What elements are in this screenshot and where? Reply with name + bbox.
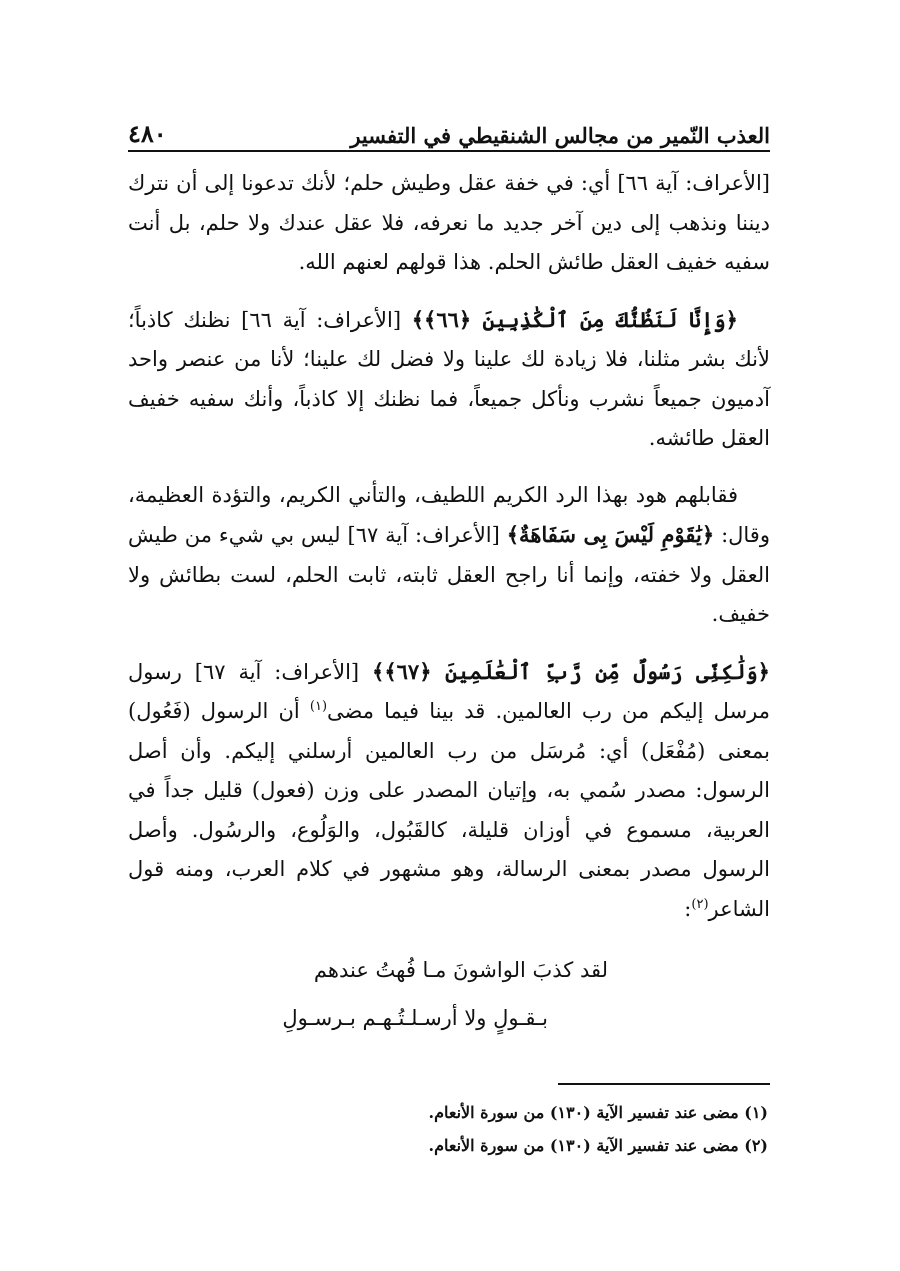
paragraph-text: [الأعراف: آية ٦٧] ليس بي شيء من طيش العقل ولا خفته، وإنما أنا راجح العقل ثابته، ثابت الحلم، لست بطائش ولا خفيف. (128, 523, 770, 626)
page-header (128, 112, 770, 148)
paragraph-text: [الأعراف: آية ٦٧] رسول مرسل إليكم من رب العالمين. قد بينا فيما مضى (128, 659, 770, 723)
running-title: العذب النّمير من مجالس الشنقيطي في التفسير (350, 123, 770, 148)
paragraph-text: فقابلهم هود بهذا الرد الكريم اللطيف، والتأني الكريم، والتؤدة العظيمة، وقال: (128, 482, 770, 547)
verse-line-1: لقد كذبَ الواشونَ مـا فُهتُ عندهم (313, 958, 608, 982)
footnote-ref-1[interactable]: (١) (309, 699, 328, 714)
paragraph-text: [الأعراف: آية ٦٦] نظنك كاذباً؛ لأنك بشر مثلنا، فلا زيادة لك علينا ولا فضل لك علينا؛ لأنا من عنصر واحد آدميون جميعاً نشرب ونأكل جميعاً، فما نظنك إلا كاذباً، وأنك سفيه خفيف العقل طائشه. (128, 307, 770, 450)
quran-verse: ﴿يَٰقَوْمِ لَيْسَ بِى سَفَاهَةٌ﴾ (506, 522, 715, 547)
verse-line-2: بـقـولٍ ولا أرسـلـتُـهـم بـرسـولِ (282, 1006, 548, 1030)
page-number: ٤٨٠ (128, 119, 167, 148)
header-rule (128, 150, 770, 152)
footnotes (128, 1096, 770, 1162)
footnote-ref-2[interactable]: (٢) (691, 896, 709, 912)
quran-verse: ﴿وَإِنَّا لَنَظُنُّكَ مِنَ ٱلْكَٰذِبِينَ ﴿٦٦﴾﴾ (411, 306, 738, 332)
poetry-verse (128, 946, 770, 1042)
paragraph-1: [الأعراف: آية ٦٦] أي: في خفة عقل وطيش حلم؛ لأنك تدعونا إلى أن نترك ديننا ونذهب إلى دين آخر جديد ما نعرفه، فلا عقل عندك ولا حلم، بل أنت سفيه خفيف العقل طائش الحلم. هذا قولهم لعنهم الله. (128, 171, 770, 274)
paragraph-4 (128, 652, 770, 930)
paragraph-2 (128, 300, 770, 459)
footnote-1: (١) مضى عند تفسير الآية (١٣٠) من سورة الأنعام. (428, 1103, 768, 1122)
quran-verse: ﴿وَلَٰكِنِّى رَسُولٌ مِّن رَّبِّ ٱلْعَٰلَمِينَ ﴿٦٧﴾﴾ (372, 658, 770, 684)
paragraph-text: أن الرسول (فَعُول) بمعنى (مُفْعَل) أي: مُرسَل من رب العالمين أرسلني إليكم. وأن أصل الرسول: مصدر سُمي به، وإتيان المصدر على وزن (فعول) قليل جداً في العربية، مسموع في أوزان قليلة، كالقَبُول، والوَلُوع، والرسُول. وأصل الرسول مصدر بمعنى الرسالة، وهو مشهور في كلام العرب، ومنه قول الشاعر (128, 699, 770, 921)
paragraph-text: : (684, 896, 692, 921)
main-text (128, 164, 770, 1042)
footnote-rule (558, 1083, 770, 1085)
footnote-2: (٢) مضى عند تفسير الآية (١٣٠) من سورة الأنعام. (428, 1136, 768, 1155)
paragraph-3 (128, 476, 770, 635)
